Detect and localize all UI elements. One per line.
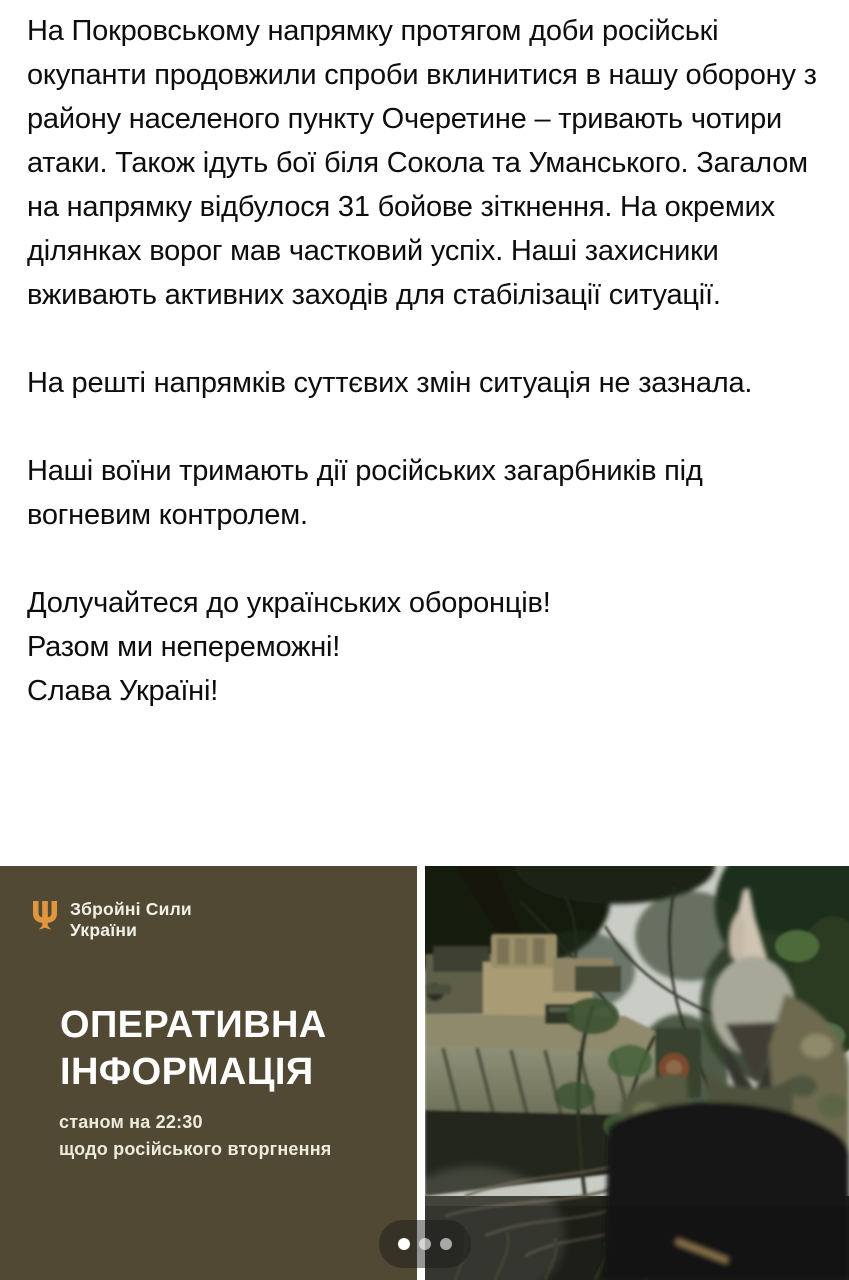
carousel-dot-3[interactable] bbox=[440, 1238, 452, 1250]
org-name bbox=[70, 899, 192, 941]
photo-illustration bbox=[425, 866, 849, 1280]
paragraph-1: На Покровському напрямку протягом доби російські окупанти продовжили спроби вклинитися в нашу оборону з району населеного пункту Очеретине – тривають чотири атаки. Також ідуть бої біля Сокола та Уманського. Загалом на напрямку відбулося 31 бойове зіткнення. На окремих ділянках ворог мав частковий успіх. Наші захисники вживають активних заходів для стабілізації ситуації. bbox=[27, 15, 817, 311]
closing-line-1: Долучайтеся до українських оборонців! bbox=[27, 587, 551, 619]
paragraph-2: На решті напрямків суттєвих змін ситуація не зазнала. bbox=[27, 367, 753, 399]
paragraph-3: Наші воїни тримають дії російських загарбників під вогневим контролем. bbox=[27, 455, 703, 531]
org-name-line2: України bbox=[70, 920, 138, 940]
banner-title-line2: ІНФОРМАЦІЯ bbox=[60, 1051, 314, 1093]
banner-status bbox=[59, 1109, 331, 1163]
paragraph-4 bbox=[27, 581, 819, 713]
panel-photo-divider bbox=[417, 866, 425, 1280]
carousel-dots[interactable] bbox=[379, 1220, 471, 1268]
info-panel bbox=[0, 866, 417, 1280]
ukraine-trident-icon bbox=[33, 901, 57, 930]
photo[interactable] bbox=[425, 866, 849, 1280]
banner-status-line2: щодо російського вторгнення bbox=[59, 1139, 332, 1159]
banner-status-line1: станом на 22:30 bbox=[59, 1112, 203, 1132]
banner-title-line1: ОПЕРАТИВНА bbox=[60, 1004, 327, 1046]
carousel-dot-1[interactable] bbox=[398, 1238, 410, 1250]
closing-line-2: Разом ми непереможні! bbox=[27, 631, 341, 663]
banner-title bbox=[60, 1002, 327, 1096]
media-banner[interactable] bbox=[0, 866, 849, 1280]
carousel-dot-2[interactable] bbox=[419, 1238, 431, 1250]
org-name-line1: Збройні Сили bbox=[70, 899, 192, 919]
armed-forces-logo bbox=[33, 899, 192, 941]
closing-line-3: Слава Україні! bbox=[27, 675, 219, 707]
